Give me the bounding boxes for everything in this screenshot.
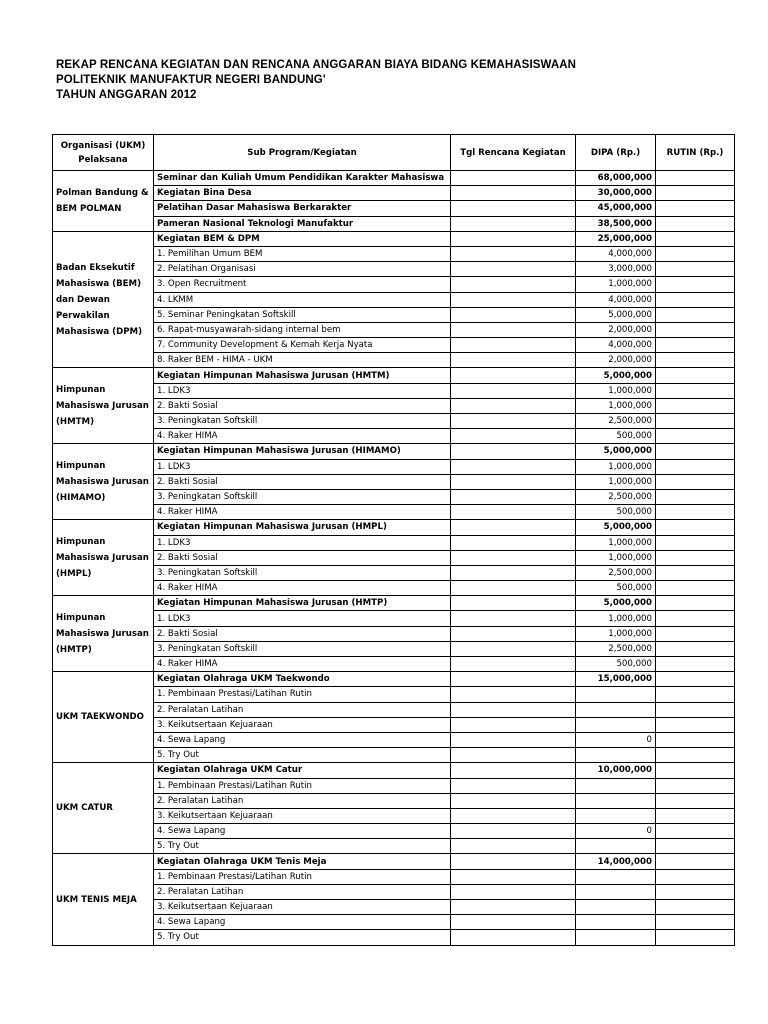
budget-table: [52, 134, 735, 946]
document-title: REKAP RENCANA KEGIATAN DAN RENCANA ANGGARAN BIAYA BIDANG KEMAHASISWAAN: [56, 59, 577, 71]
table-row: [53, 216, 735, 231]
header-rutin: RUTIN (Rp.): [656, 135, 735, 171]
activity-cell: 3. Keikutsertaan Kejuaraan: [154, 900, 451, 915]
activity-cell: 3. Peningkatan Softskill: [154, 565, 451, 580]
dipa-cell: 4,000,000: [576, 246, 656, 261]
date-cell: [451, 657, 576, 672]
dipa-cell: 4,000,000: [576, 292, 656, 307]
dipa-cell: 0: [576, 824, 656, 839]
date-cell: [451, 581, 576, 596]
date-cell: [451, 216, 576, 231]
rutin-cell: [656, 353, 735, 368]
table-row: [53, 930, 735, 945]
date-cell: [451, 231, 576, 246]
table-row: [53, 611, 735, 626]
date-cell: [451, 277, 576, 292]
rutin-cell: [656, 596, 735, 611]
table-row: [53, 459, 735, 474]
rutin-cell: [656, 581, 735, 596]
rutin-cell: [656, 201, 735, 216]
activity-cell: 4. Raker HIMA: [154, 581, 451, 596]
activity-cell: 7. Community Development & Kemah Kerja Nyata: [154, 338, 451, 353]
table-row: [53, 292, 735, 307]
activity-cell: 2. Bakti Sosial: [154, 398, 451, 413]
dipa-cell: 1,000,000: [576, 474, 656, 489]
table-row: [53, 246, 735, 261]
table-row: [53, 368, 735, 383]
dipa-cell: 500,000: [576, 505, 656, 520]
date-cell: [451, 368, 576, 383]
dipa-cell: [576, 915, 656, 930]
rutin-cell: [656, 292, 735, 307]
date-cell: [451, 489, 576, 504]
dipa-cell: 30,000,000: [576, 186, 656, 201]
rutin-cell: [656, 474, 735, 489]
table-row: [53, 444, 735, 459]
rutin-cell: [656, 171, 735, 186]
dipa-cell: 14,000,000: [576, 854, 656, 869]
activity-cell: 5. Try Out: [154, 930, 451, 945]
rutin-cell: [656, 565, 735, 580]
date-cell: [451, 262, 576, 277]
activity-cell: 1. LDK3: [154, 535, 451, 550]
dipa-cell: 1,000,000: [576, 383, 656, 398]
activity-cell: 4. Sewa Lapang: [154, 732, 451, 747]
rutin-cell: [656, 550, 735, 565]
activity-cell: 1. Pembinaan Prestasi/Latihan Rutin: [154, 687, 451, 702]
header-row: [53, 135, 735, 171]
table-row: [53, 550, 735, 565]
table-row: [53, 201, 735, 216]
activity-cell: 5. Try Out: [154, 839, 451, 854]
dipa-cell: 500,000: [576, 657, 656, 672]
dipa-cell: [576, 884, 656, 899]
date-cell: [451, 763, 576, 778]
rutin-cell: [656, 489, 735, 504]
table-row: [53, 565, 735, 580]
activity-cell: 1. LDK3: [154, 611, 451, 626]
rutin-cell: [656, 186, 735, 201]
rutin-cell: [656, 900, 735, 915]
activity-cell: 2. Peralatan Latihan: [154, 702, 451, 717]
table-row: [53, 186, 735, 201]
dipa-cell: [576, 808, 656, 823]
date-cell: [451, 702, 576, 717]
table-row: [53, 672, 735, 687]
dipa-cell: 2,000,000: [576, 322, 656, 337]
activity-cell: 1. Pembinaan Prestasi/Latihan Rutin: [154, 778, 451, 793]
activity-cell: 2. Bakti Sosial: [154, 550, 451, 565]
dipa-cell: 3,000,000: [576, 262, 656, 277]
header-tgl-rencana: Tgl Rencana Kegiatan: [451, 135, 576, 171]
dipa-cell: 1,000,000: [576, 535, 656, 550]
activity-cell: 1. LDK3: [154, 383, 451, 398]
activity-cell: 2. Peralatan Latihan: [154, 884, 451, 899]
date-cell: [451, 444, 576, 459]
document-header: [56, 58, 576, 103]
table-body: [53, 171, 735, 946]
activity-cell: Kegiatan Himpunan Mahasiswa Jurusan (HMTP): [154, 596, 451, 611]
activity-cell: Kegiatan Olahraga UKM Tenis Meja: [154, 854, 451, 869]
table-row: [53, 839, 735, 854]
rutin-cell: [656, 383, 735, 398]
table-row: [53, 277, 735, 292]
org-cell: UKM TAEKWONDO: [53, 672, 154, 763]
activity-cell: 2. Bakti Sosial: [154, 626, 451, 641]
rutin-cell: [656, 626, 735, 641]
activity-cell: Kegiatan Olahraga UKM Taekwondo: [154, 672, 451, 687]
date-cell: [451, 596, 576, 611]
date-cell: [451, 717, 576, 732]
date-cell: [451, 186, 576, 201]
rutin-cell: [656, 702, 735, 717]
document-institution: POLITEKNIK MANUFAKTUR NEGERI BANDUNG': [56, 74, 326, 86]
date-cell: [451, 398, 576, 413]
table-row: [53, 824, 735, 839]
rutin-cell: [656, 429, 735, 444]
dipa-cell: [576, 687, 656, 702]
rutin-cell: [656, 915, 735, 930]
rutin-cell: [656, 262, 735, 277]
rutin-cell: [656, 611, 735, 626]
table-row: [53, 687, 735, 702]
rutin-cell: [656, 246, 735, 261]
date-cell: [451, 808, 576, 823]
rutin-cell: [656, 839, 735, 854]
rutin-cell: [656, 854, 735, 869]
dipa-cell: 500,000: [576, 581, 656, 596]
date-cell: [451, 474, 576, 489]
date-cell: [451, 824, 576, 839]
org-cell: Himpunan Mahasiswa Jurusan (HIMAMO): [53, 444, 154, 520]
table-row: [53, 520, 735, 535]
dipa-cell: [576, 900, 656, 915]
dipa-cell: 1,000,000: [576, 550, 656, 565]
table-row: [53, 414, 735, 429]
date-cell: [451, 626, 576, 641]
activity-cell: Kegiatan Bina Desa: [154, 186, 451, 201]
table-row: [53, 398, 735, 413]
table-row: [53, 778, 735, 793]
date-cell: [451, 505, 576, 520]
dipa-cell: 5,000,000: [576, 520, 656, 535]
rutin-cell: [656, 459, 735, 474]
table-row: [53, 717, 735, 732]
activity-cell: 6. Rapat-musyawarah-sidang internal bem: [154, 322, 451, 337]
date-cell: [451, 732, 576, 747]
table-row: [53, 702, 735, 717]
table-row: [53, 353, 735, 368]
rutin-cell: [656, 231, 735, 246]
rutin-cell: [656, 717, 735, 732]
date-cell: [451, 338, 576, 353]
rutin-cell: [656, 808, 735, 823]
table-row: [53, 748, 735, 763]
date-cell: [451, 930, 576, 945]
dipa-cell: [576, 748, 656, 763]
dipa-cell: 15,000,000: [576, 672, 656, 687]
org-cell: UKM CATUR: [53, 763, 154, 854]
date-cell: [451, 748, 576, 763]
date-cell: [451, 353, 576, 368]
table-row: [53, 322, 735, 337]
table-row: [53, 489, 735, 504]
activity-cell: 4. Raker HIMA: [154, 505, 451, 520]
org-cell: Polman Bandung & BEM POLMAN: [53, 171, 154, 232]
dipa-cell: 0: [576, 732, 656, 747]
dipa-cell: 1,000,000: [576, 626, 656, 641]
date-cell: [451, 535, 576, 550]
table-row: [53, 657, 735, 672]
dipa-cell: 2,500,000: [576, 565, 656, 580]
date-cell: [451, 854, 576, 869]
table-row: [53, 474, 735, 489]
rutin-cell: [656, 687, 735, 702]
table-row: [53, 231, 735, 246]
rutin-cell: [656, 322, 735, 337]
date-cell: [451, 171, 576, 186]
date-cell: [451, 201, 576, 216]
date-cell: [451, 687, 576, 702]
activity-cell: 3. Peningkatan Softskill: [154, 489, 451, 504]
activity-cell: 4. Raker HIMA: [154, 657, 451, 672]
activity-cell: 3. Peningkatan Softskill: [154, 641, 451, 656]
table-row: [53, 732, 735, 747]
org-cell: Himpunan Mahasiswa Jurusan (HMPL): [53, 520, 154, 596]
dipa-cell: 45,000,000: [576, 201, 656, 216]
dipa-cell: [576, 839, 656, 854]
activity-cell: 2. Pelatihan Organisasi: [154, 262, 451, 277]
header-dipa: DIPA (Rp.): [576, 135, 656, 171]
activity-cell: 1. Pembinaan Prestasi/Latihan Rutin: [154, 869, 451, 884]
date-cell: [451, 839, 576, 854]
rutin-cell: [656, 930, 735, 945]
rutin-cell: [656, 824, 735, 839]
activity-cell: 4. Sewa Lapang: [154, 824, 451, 839]
activity-cell: 5. Seminar Peningkatan Softskill: [154, 307, 451, 322]
date-cell: [451, 429, 576, 444]
dipa-cell: [576, 778, 656, 793]
header-organisasi: Organisasi (UKM) Pelaksana: [53, 135, 154, 171]
rutin-cell: [656, 672, 735, 687]
dipa-cell: 1,000,000: [576, 611, 656, 626]
activity-cell: 3. Keikutsertaan Kejuaraan: [154, 808, 451, 823]
date-cell: [451, 565, 576, 580]
activity-cell: Kegiatan Himpunan Mahasiswa Jurusan (HIMAMO): [154, 444, 451, 459]
document-fiscal-year: TAHUN ANGGARAN 2012: [56, 89, 197, 101]
activity-cell: 2. Bakti Sosial: [154, 474, 451, 489]
date-cell: [451, 884, 576, 899]
rutin-cell: [656, 307, 735, 322]
rutin-cell: [656, 884, 735, 899]
activity-cell: Pameran Nasional Teknologi Manufaktur: [154, 216, 451, 231]
dipa-cell: 10,000,000: [576, 763, 656, 778]
rutin-cell: [656, 520, 735, 535]
table-row: [53, 505, 735, 520]
rutin-cell: [656, 338, 735, 353]
rutin-cell: [656, 732, 735, 747]
rutin-cell: [656, 748, 735, 763]
dipa-cell: 2,000,000: [576, 353, 656, 368]
rutin-cell: [656, 641, 735, 656]
table-row: [53, 793, 735, 808]
rutin-cell: [656, 778, 735, 793]
activity-cell: 3. Peningkatan Softskill: [154, 414, 451, 429]
rutin-cell: [656, 793, 735, 808]
activity-cell: 2. Peralatan Latihan: [154, 793, 451, 808]
date-cell: [451, 778, 576, 793]
org-cell: Himpunan Mahasiswa Jurusan (HMTM): [53, 368, 154, 444]
date-cell: [451, 459, 576, 474]
date-cell: [451, 414, 576, 429]
date-cell: [451, 520, 576, 535]
table-row: [53, 262, 735, 277]
table-row: [53, 429, 735, 444]
rutin-cell: [656, 535, 735, 550]
table-row: [53, 535, 735, 550]
table-row: [53, 915, 735, 930]
rutin-cell: [656, 869, 735, 884]
activity-cell: 1. Pemilihan Umum BEM: [154, 246, 451, 261]
dipa-cell: 500,000: [576, 429, 656, 444]
date-cell: [451, 383, 576, 398]
table-row: [53, 808, 735, 823]
dipa-cell: [576, 702, 656, 717]
activity-cell: 3. Keikutsertaan Kejuaraan: [154, 717, 451, 732]
date-cell: [451, 307, 576, 322]
table-row: [53, 383, 735, 398]
header-kegiatan: Sub Program/Kegiatan: [154, 135, 451, 171]
activity-cell: 4. LKMM: [154, 292, 451, 307]
rutin-cell: [656, 368, 735, 383]
date-cell: [451, 292, 576, 307]
activity-cell: Kegiatan Himpunan Mahasiswa Jurusan (HMPL): [154, 520, 451, 535]
date-cell: [451, 869, 576, 884]
activity-cell: 4. Raker HIMA: [154, 429, 451, 444]
dipa-cell: 25,000,000: [576, 231, 656, 246]
date-cell: [451, 611, 576, 626]
table-row: [53, 581, 735, 596]
org-cell: Himpunan Mahasiswa Jurusan (HMTP): [53, 596, 154, 672]
org-cell: Badan Eksekutif Mahasiswa (BEM) dan Dewan Perwakilan Mahasiswa (DPM): [53, 231, 154, 368]
date-cell: [451, 900, 576, 915]
date-cell: [451, 915, 576, 930]
date-cell: [451, 641, 576, 656]
dipa-cell: 2,500,000: [576, 641, 656, 656]
dipa-cell: 5,000,000: [576, 444, 656, 459]
rutin-cell: [656, 763, 735, 778]
table-row: [53, 641, 735, 656]
dipa-cell: [576, 717, 656, 732]
dipa-cell: 1,000,000: [576, 277, 656, 292]
dipa-cell: 38,500,000: [576, 216, 656, 231]
table-row: [53, 171, 735, 186]
date-cell: [451, 246, 576, 261]
date-cell: [451, 672, 576, 687]
rutin-cell: [656, 505, 735, 520]
activity-cell: 8. Raker BEM - HIMA - UKM: [154, 353, 451, 368]
table-row: [53, 596, 735, 611]
activity-cell: 1. LDK3: [154, 459, 451, 474]
date-cell: [451, 322, 576, 337]
dipa-cell: 1,000,000: [576, 459, 656, 474]
dipa-cell: 1,000,000: [576, 398, 656, 413]
activity-cell: Pelatihan Dasar Mahasiswa Berkarakter: [154, 201, 451, 216]
dipa-cell: 5,000,000: [576, 368, 656, 383]
activity-cell: 4. Sewa Lapang: [154, 915, 451, 930]
rutin-cell: [656, 398, 735, 413]
dipa-cell: 2,500,000: [576, 414, 656, 429]
table-row: [53, 307, 735, 322]
dipa-cell: 5,000,000: [576, 596, 656, 611]
date-cell: [451, 793, 576, 808]
table-row: [53, 900, 735, 915]
rutin-cell: [656, 277, 735, 292]
dipa-cell: 2,500,000: [576, 489, 656, 504]
dipa-cell: 68,000,000: [576, 171, 656, 186]
rutin-cell: [656, 216, 735, 231]
dipa-cell: 5,000,000: [576, 307, 656, 322]
dipa-cell: [576, 930, 656, 945]
dipa-cell: [576, 793, 656, 808]
activity-cell: 3. Open Recruitment: [154, 277, 451, 292]
table-row: [53, 763, 735, 778]
rutin-cell: [656, 657, 735, 672]
table-row: [53, 338, 735, 353]
rutin-cell: [656, 444, 735, 459]
activity-cell: Kegiatan BEM & DPM: [154, 231, 451, 246]
activity-cell: Kegiatan Olahraga UKM Catur: [154, 763, 451, 778]
org-cell: UKM TENIS MEJA: [53, 854, 154, 945]
activity-cell: Kegiatan Himpunan Mahasiswa Jurusan (HMTM): [154, 368, 451, 383]
activity-cell: 5. Try Out: [154, 748, 451, 763]
table-row: [53, 869, 735, 884]
dipa-cell: [576, 869, 656, 884]
dipa-cell: 4,000,000: [576, 338, 656, 353]
budget-sheet: [52, 134, 734, 943]
rutin-cell: [656, 414, 735, 429]
table-row: [53, 884, 735, 899]
table-row: [53, 626, 735, 641]
activity-cell: Seminar dan Kuliah Umum Pendidikan Karakter Mahasiswa: [154, 171, 451, 186]
table-row: [53, 854, 735, 869]
date-cell: [451, 550, 576, 565]
